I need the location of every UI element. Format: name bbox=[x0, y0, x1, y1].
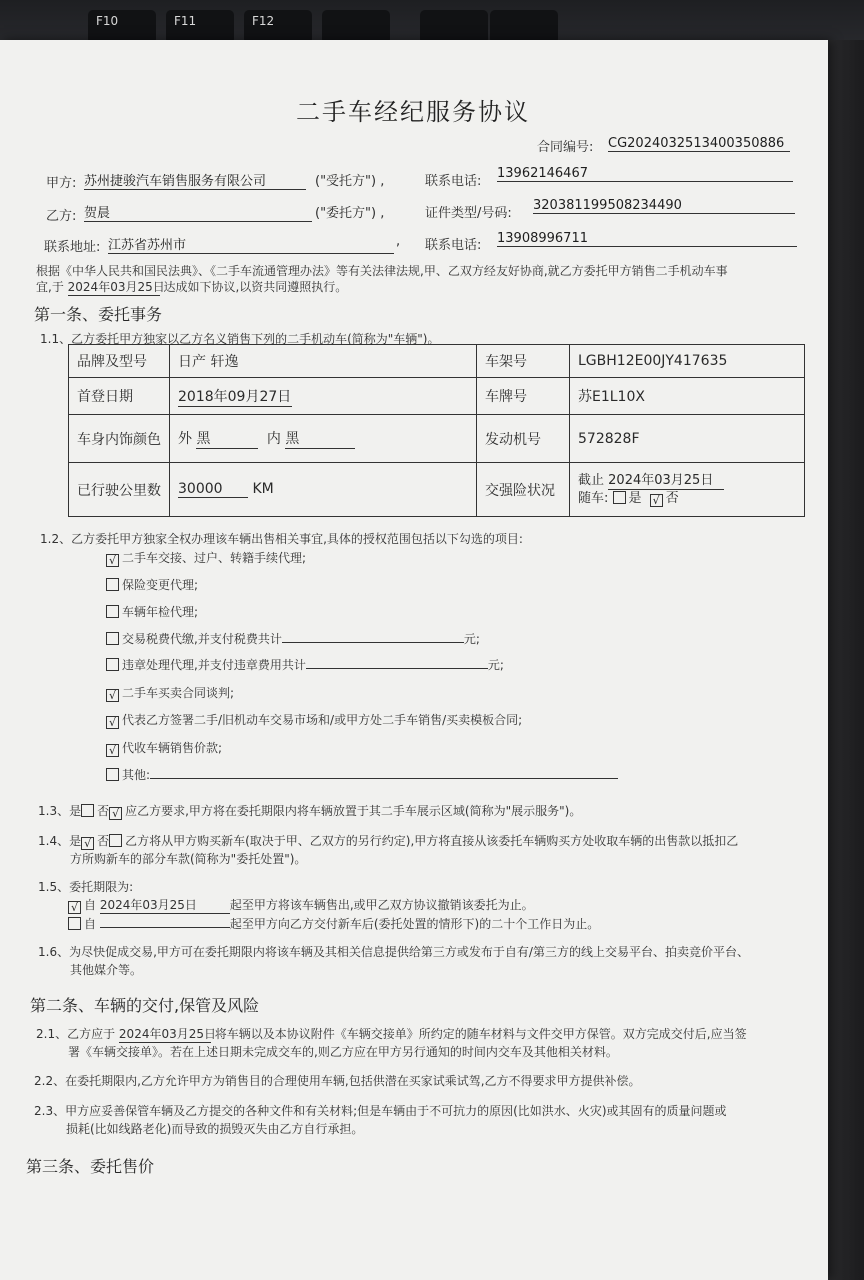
with-car-no-checkbox[interactable]: √ bbox=[650, 494, 663, 507]
document-title: 二手车经纪服务协议 bbox=[296, 98, 530, 126]
auth-item-7 bbox=[106, 711, 522, 729]
party-b-label: 乙方: bbox=[46, 209, 77, 224]
item-8-checkbox[interactable]: √ bbox=[106, 744, 119, 757]
auth-item-2 bbox=[106, 576, 198, 593]
reg-date-value: 2018年09月27日 bbox=[178, 386, 292, 407]
item-2-label: 保险变更代理; bbox=[122, 578, 199, 592]
item-6-label: 二手车买卖合同谈判; bbox=[122, 686, 235, 700]
insurance-date: 2024年03月25日 bbox=[608, 472, 724, 490]
delivery-date: 2024年03月25日 bbox=[118, 1027, 217, 1041]
keyboard-key bbox=[420, 10, 488, 44]
preamble-line-1: 根据《中华人民共和国民法典》、《二手车流通管理办法》等有关法律法规,甲、乙双方经友好协商,就乙方委托甲方销售二手机动车事 bbox=[36, 264, 728, 278]
party-a-phone: 13962146467 bbox=[497, 166, 793, 182]
with-car-label: 随车: bbox=[578, 491, 609, 506]
clause-1-5: 1.5、委托期限为: bbox=[38, 880, 134, 894]
keyboard-key bbox=[322, 10, 390, 44]
item-7-checkbox[interactable]: √ bbox=[106, 716, 119, 729]
contract-no-label: 合同编号: bbox=[537, 140, 594, 155]
vin-value: LGBH12E00JY417635 bbox=[570, 345, 805, 378]
item-1-checkbox[interactable]: √ bbox=[106, 554, 119, 567]
item-4-label: 交易税费代缴,并支付税费共计 bbox=[122, 632, 282, 646]
address: 江苏省苏州市 bbox=[108, 234, 394, 254]
item-7-label: 代表乙方签署二手/旧机动车交易市场和/或甲方处二手车销售/买卖模板合同; bbox=[122, 713, 523, 727]
clause-1-4-line-2: 方所购新车的部分车款(简称为"委托处置")。 bbox=[70, 852, 307, 866]
tax-amount-blank bbox=[282, 630, 464, 643]
item-1-label: 二手车交接、过户、转籍手续代理; bbox=[122, 551, 307, 565]
f11-key: F11 bbox=[166, 10, 234, 44]
auth-item-4 bbox=[106, 630, 480, 647]
article-2-heading: 第二条、车辆的交付,保管及风险 bbox=[30, 996, 260, 1015]
party-b-phone-label: 联系电话: bbox=[425, 238, 482, 253]
article-3-heading: 第三条、委托售价 bbox=[26, 1157, 155, 1176]
inner-label: 内 bbox=[266, 431, 281, 447]
no-label: 否 bbox=[665, 491, 679, 506]
brand-value: 日产 轩逸 bbox=[170, 345, 477, 378]
c14-no-checkbox[interactable] bbox=[109, 834, 122, 847]
item-4-checkbox[interactable] bbox=[106, 632, 119, 645]
inner-color: 黑 bbox=[285, 428, 355, 449]
desk-edge bbox=[824, 40, 864, 1280]
outer-color: 黑 bbox=[196, 428, 258, 449]
clause-1-4: 1.4、是 √ 否 乙方将从甲方购买新车(取决于甲、乙双方的另行约定),甲方将直接从该委托车辆购买方处收取车辆的出售款以抵扣乙 bbox=[38, 834, 739, 850]
item-3-checkbox[interactable] bbox=[106, 605, 119, 618]
item-6-checkbox[interactable]: √ bbox=[106, 689, 119, 702]
mileage-label: 已行驶公里数 bbox=[69, 463, 170, 517]
article-1-heading: 第一条、委托事务 bbox=[34, 305, 163, 324]
plate-value: 苏E1L10X bbox=[570, 378, 805, 415]
party-b-phone: 13908996711 bbox=[497, 231, 797, 247]
mileage-unit: KM bbox=[252, 481, 274, 497]
engine-label: 发动机号 bbox=[477, 415, 570, 463]
term-option-1: √ 自 2024年03月25日 起至甲方将该车辆售出,或甲乙双方协议撤销该委托为止。 bbox=[68, 896, 534, 914]
party-a-role: ("受托方") , bbox=[315, 174, 385, 189]
reg-date-label: 首登日期 bbox=[69, 378, 170, 415]
plate-label: 车牌号 bbox=[477, 378, 570, 415]
item-5-checkbox[interactable] bbox=[106, 658, 119, 671]
outer-label: 外 bbox=[178, 431, 192, 447]
clause-2-3-line-2: 损耗(比如线路老化)而导致的损毁灭失由乙方自行承担。 bbox=[66, 1122, 364, 1136]
keyboard-key bbox=[490, 10, 558, 44]
clause-1-6: 1.6、为尽快促成交易,甲方可在委托期限内将该车辆及其相关信息提供给第三方或发布于自有/第三方的线上交易平台、拍卖竞价平台、 bbox=[38, 945, 749, 959]
vin-label: 车架号 bbox=[477, 345, 570, 378]
term-start-date: 2024年03月25日 bbox=[100, 896, 230, 914]
item-3-label: 车辆年检代理; bbox=[122, 605, 199, 619]
yuan-label: 元; bbox=[463, 632, 480, 646]
violation-amount-blank bbox=[306, 656, 488, 669]
item-9-checkbox[interactable] bbox=[106, 768, 119, 781]
clause-1-2: 1.2、乙方委托甲方独家全权办理该车辆出售相关事宜,具体的授权范围包括以下勾选的项目: bbox=[40, 532, 523, 546]
insurance-until-label: 截止 bbox=[578, 473, 605, 488]
term-2-blank bbox=[100, 914, 230, 928]
clause-1-6-line-2: 其他媒介等。 bbox=[70, 963, 143, 977]
auth-item-8 bbox=[106, 739, 222, 757]
preamble-text-b: 达成如下协议,以资共同遵照执行。 bbox=[163, 280, 348, 294]
auth-item-1 bbox=[106, 549, 306, 567]
clause-1-1: 1.1、乙方委托甲方独家以乙方名义销售下列的二手机动车(简称为"车辆")。 bbox=[40, 332, 440, 346]
clause-2-1: 2.1、乙方应于 2024年03月25日 将车辆以及本协议附件《车辆交接单》所约定的随车材料与文件交甲方保管。双方完成交付后,应当签 bbox=[36, 1027, 747, 1041]
mileage-value: 30000 bbox=[178, 481, 248, 498]
comma: , bbox=[396, 234, 401, 249]
party-a-phone-label: 联系电话: bbox=[425, 174, 482, 189]
clause-2-2: 2.2、在委托期限内,乙方允许甲方为销售目的合理使用车辆,包括供潜在买家试乘试驾,乙方不得要求甲方提供补偿。 bbox=[34, 1074, 641, 1088]
auth-item-5 bbox=[106, 656, 504, 673]
item-8-label: 代收车辆销售价款; bbox=[122, 741, 223, 755]
insurance-label: 交强险状况 bbox=[477, 463, 570, 517]
engine-value: 572828F bbox=[570, 415, 805, 463]
item-5-label: 违章处理代理,并支付违章费用共计 bbox=[122, 658, 306, 672]
auth-item-3 bbox=[106, 603, 198, 620]
f12-key: F12 bbox=[244, 10, 312, 44]
f10-key: F10 bbox=[88, 10, 156, 44]
yuan-label: 元; bbox=[487, 658, 504, 672]
item-9-label: 其他: bbox=[122, 768, 151, 782]
id-number: 320381199508234490 bbox=[533, 198, 795, 214]
preamble-line-2 bbox=[36, 278, 347, 296]
party-b-role: ("委托方") , bbox=[315, 206, 385, 221]
c13-no-checkbox[interactable]: √ bbox=[109, 807, 122, 820]
contract-page bbox=[0, 40, 828, 1280]
clause-2-3: 2.3、甲方应妥善保管车辆及乙方提交的各种文件和有关材料;但是车辆由于不可抗力的原因(比如洪水、火灾)或其固有的质量问题或 bbox=[34, 1104, 727, 1118]
vehicle-info-table bbox=[68, 344, 805, 517]
term-2-checkbox[interactable] bbox=[68, 917, 81, 930]
clause-1-3: 1.3、是 否 √ 应乙方要求,甲方将在委托期限内将车辆放置于其二手车展示区域(简称为"展示服务")。 bbox=[38, 804, 582, 820]
item-2-checkbox[interactable] bbox=[106, 578, 119, 591]
clause-2-1-line-2: 署《车辆交接单》。若在上述日期未完成交车的,则乙方应在甲方另行通知的时间内交车及其他相关材料。 bbox=[68, 1045, 618, 1059]
party-a-label: 甲方: bbox=[46, 176, 77, 191]
term-option-2: 自 起至甲方向乙方交付新车后(委托处置的情形下)的二十个工作日为止。 bbox=[68, 914, 599, 932]
other-blank bbox=[150, 766, 618, 779]
preamble-date: 2024年03月25日 bbox=[67, 280, 165, 294]
c13-yes-checkbox[interactable] bbox=[81, 804, 94, 817]
color-label: 车身内饰颜色 bbox=[69, 415, 170, 463]
address-label: 联系地址: bbox=[44, 240, 101, 255]
auth-item-9 bbox=[106, 766, 618, 783]
preamble-text-a: 宜,于 bbox=[36, 280, 64, 294]
party-a-name: 苏州捷骏汽车销售服务有限公司 bbox=[84, 170, 306, 190]
auth-item-6 bbox=[106, 684, 234, 702]
id-label: 证件类型/号码: bbox=[425, 206, 512, 221]
c14-yes-checkbox[interactable]: √ bbox=[81, 837, 94, 850]
party-b-name: 贺晨 bbox=[84, 202, 312, 222]
term-1-checkbox[interactable]: √ bbox=[68, 901, 81, 914]
contract-no: CG2024032513400350886 bbox=[608, 136, 790, 152]
yes-label: 是 bbox=[628, 491, 642, 506]
brand-label: 品牌及型号 bbox=[69, 345, 170, 378]
with-car-yes-checkbox[interactable] bbox=[613, 491, 626, 504]
